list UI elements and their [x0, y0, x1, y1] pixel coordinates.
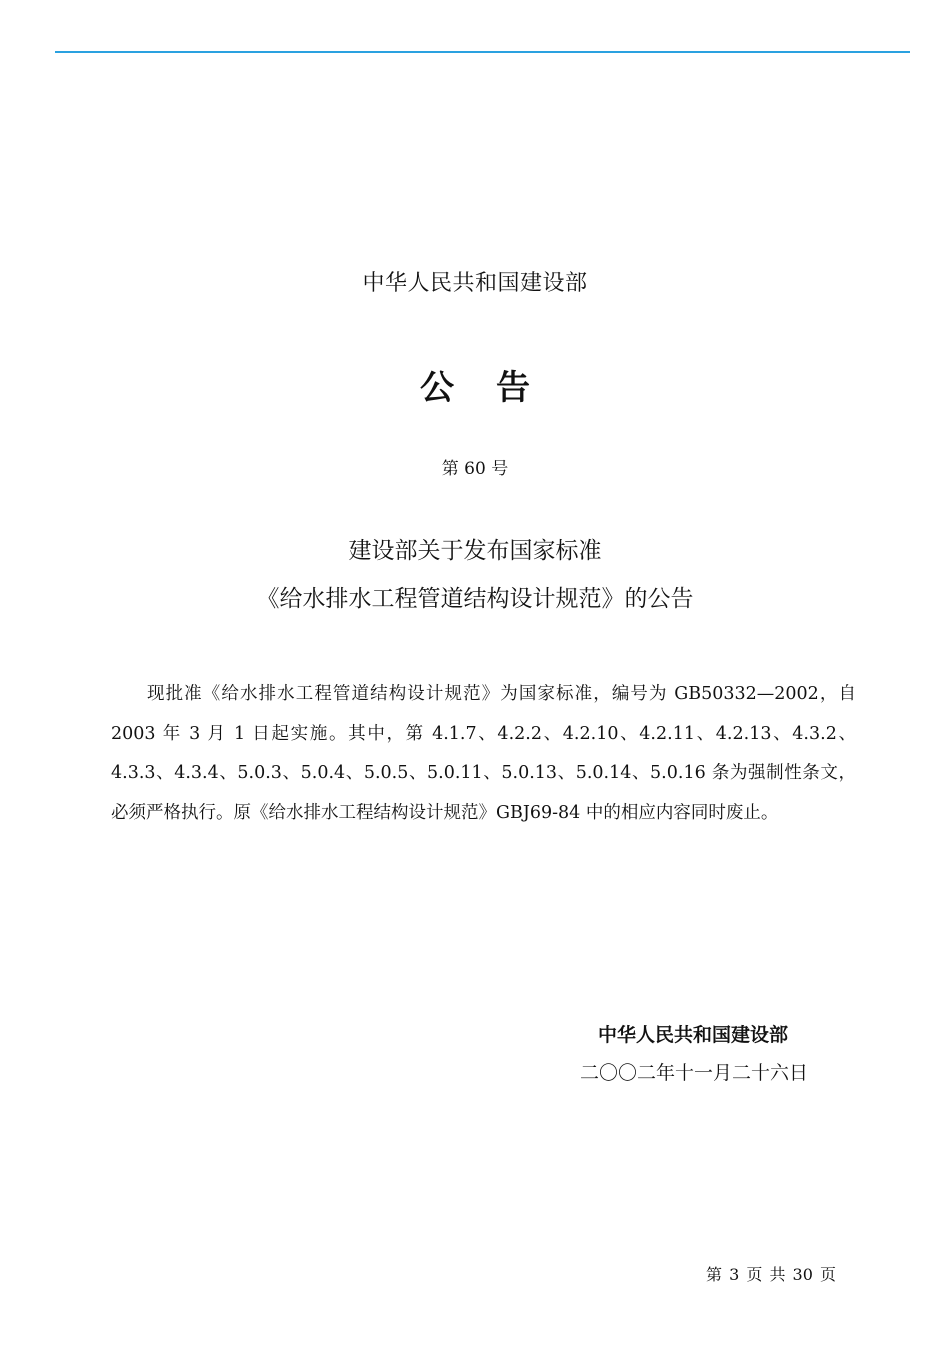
subject-line-2: 《给水排水工程管道结构设计规范》的公告	[256, 586, 694, 612]
notice-title	[0, 360, 950, 409]
header-rule	[55, 51, 910, 53]
notice-body: 现批准《给水排水工程管道结构设计规范》为国家标准，编号为 GB50332—2002，自 2003 年 3 月 1 日起实施。其中，第 4.1.7、4.2.2、4.2.10、4.2.11、4.2.13、4.3.2、4.3.3、4.3.4、5.0.3、5.0.4、5.0.5、5.0.11、5.0.13、5.0.14、5.0.16 条为强制性条文，必须严格执行。原《给水排水工程结构设计规范》GBJ69-84 中的相应内容同时废止。	[111, 684, 856, 823]
signature-organization: 中华人民共和国建设部	[598, 1024, 789, 1046]
notice-title-char-2: 告	[496, 368, 530, 408]
subject-line-1: 建设部关于发布国家标准	[348, 538, 602, 564]
notice-title-char-1: 公	[420, 368, 454, 408]
signature-date: 二〇〇二年十一月二十六日	[580, 1062, 809, 1084]
notice-number: 第 60 号	[441, 459, 509, 479]
page-indicator: 第 3 页 共 30 页	[706, 1265, 836, 1284]
issuer-heading: 中华人民共和国建设部	[362, 271, 588, 296]
